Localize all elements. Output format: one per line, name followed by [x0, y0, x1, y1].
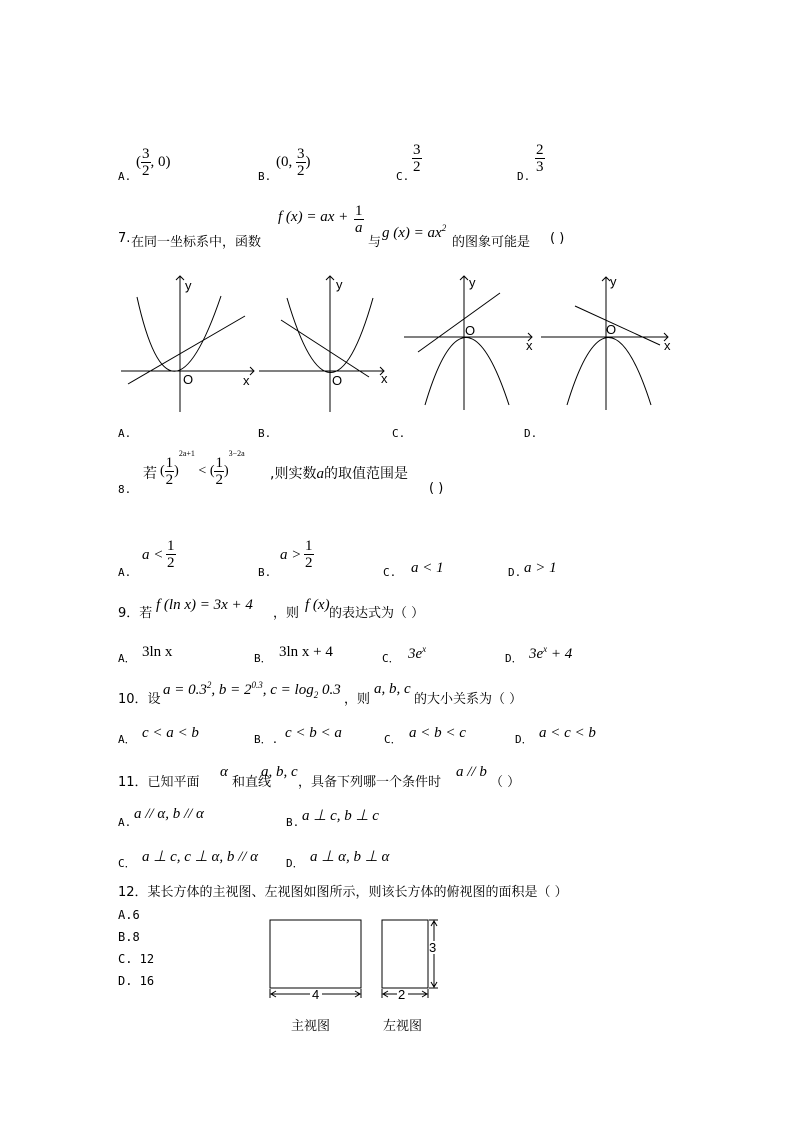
- numerator: 3: [297, 146, 305, 162]
- math-vars: a, b, c: [261, 764, 298, 780]
- origin-label: O: [606, 322, 617, 337]
- q8-question: [118, 449, 478, 496]
- option-expr: a < 1: [411, 560, 444, 576]
- option-expr: a ⊥ α, b ⊥ α: [310, 849, 390, 865]
- q12-question: 12．某长方体的主视图、左视图如图所示，则该长方体的俯视图的面积是（ ）: [118, 885, 568, 900]
- line: [281, 320, 369, 377]
- question-text: 的表达式为（ ）: [329, 606, 425, 621]
- math-vars: a, b, c: [374, 681, 411, 697]
- graph-b: [259, 276, 384, 412]
- answer-paren: ( ): [429, 481, 444, 496]
- x-label: x: [381, 371, 388, 386]
- alpha-symbol: α: [220, 764, 228, 780]
- option-letter: D.: [517, 170, 531, 183]
- subscript: 2: [313, 690, 319, 700]
- option-letter: B.: [258, 566, 272, 579]
- paren: (: [136, 153, 141, 170]
- y-label: y: [336, 277, 343, 292]
- q7-option-c: C.: [392, 427, 406, 440]
- option-letter: C.: [383, 566, 397, 579]
- option-letter: C．: [382, 652, 400, 665]
- numerator: 1: [167, 538, 175, 554]
- option-expr: [529, 644, 572, 663]
- option-letter: A.: [118, 170, 132, 183]
- numerator: 1: [355, 203, 363, 219]
- f-expression: f (x) = ax +: [278, 209, 349, 225]
- y-label: y: [610, 274, 617, 289]
- tail-text: ,则实数: [270, 466, 317, 482]
- question-number: 11．已知平面: [118, 775, 200, 790]
- line: [418, 293, 500, 352]
- c-tail: 0.3: [318, 682, 341, 698]
- exponent: 3−2a: [228, 449, 245, 458]
- q12-options: [118, 904, 154, 992]
- x-label: x: [664, 338, 671, 353]
- option-letter: D.: [508, 566, 522, 579]
- q12-option-d: D. 16: [118, 974, 155, 988]
- y-label: y: [469, 275, 476, 290]
- option-expr: 3ln x: [142, 644, 173, 660]
- denominator: 2: [413, 159, 421, 175]
- option-letter: A.: [118, 816, 132, 829]
- math-expression: f (x): [305, 597, 330, 613]
- a-expr: a = 0.3: [163, 682, 207, 698]
- question-text: 在同一坐标系中，函数: [131, 235, 262, 250]
- math-head: (0,: [276, 153, 296, 170]
- question-text: 的图象可能是: [452, 235, 531, 250]
- answer-paren: ( ): [550, 231, 565, 246]
- exponent: 2: [206, 680, 212, 690]
- front-width-label: 4: [312, 987, 320, 1002]
- denominator: 2: [142, 163, 150, 179]
- q12-option-a: A.6: [118, 908, 140, 922]
- fraction: [304, 538, 314, 571]
- paren: ): [305, 153, 311, 170]
- option-expr: 3ln x + 4: [279, 644, 333, 660]
- option-letter: D．: [505, 652, 523, 665]
- x-label: x: [526, 338, 533, 353]
- question-number: 10．设: [118, 692, 161, 707]
- q12-option-c: C. 12: [118, 952, 155, 966]
- denominator: 2: [305, 555, 313, 571]
- option-letter: D．: [286, 857, 304, 870]
- option-letter: B.: [258, 170, 272, 183]
- q7-option-a: A.: [118, 427, 132, 440]
- expr-base: 3e: [408, 646, 423, 662]
- option-letter: C.: [396, 170, 410, 183]
- question-text: ，则: [273, 606, 300, 621]
- side-view-caption: 左视图: [383, 1019, 423, 1034]
- denominator: 2: [165, 472, 174, 488]
- question-number: 8.: [118, 483, 132, 496]
- option-expr: a // α, b // α: [134, 806, 204, 822]
- question-number: 9．若: [118, 606, 153, 621]
- exponent: x: [422, 644, 427, 654]
- expr-base: 3e: [529, 646, 544, 662]
- exponent: 2: [441, 223, 447, 233]
- denominator: a: [355, 220, 363, 236]
- denominator: 2: [215, 472, 223, 488]
- fraction: [166, 538, 176, 571]
- parabola: [137, 296, 221, 371]
- numerator: 2: [536, 142, 544, 158]
- question-text: 和直线: [232, 775, 272, 790]
- c-expr: , c = log: [262, 682, 314, 698]
- option-expr: c < b < a: [285, 725, 342, 741]
- expr-after: + 4: [547, 646, 573, 662]
- exponent: 0.3: [251, 680, 263, 690]
- question-number: 7.: [118, 231, 131, 246]
- origin-label: O: [332, 373, 343, 388]
- option-letter: B．: [254, 652, 272, 665]
- inequality: ( $\frac{1}{2}$ )$^{2a+1}$ < ( $\frac{1}{2}$ )$^{3-2a}$: [160, 449, 245, 488]
- question-text: 的大小关系为（ ）: [414, 692, 523, 707]
- connector-text: 与: [368, 235, 382, 250]
- option-letter: A．: [118, 733, 136, 746]
- q7-option-d: D.: [524, 427, 538, 440]
- option-letter: B.: [286, 816, 300, 829]
- tail-text: 的取值范围是: [323, 466, 408, 482]
- numerator: 3: [413, 142, 421, 158]
- question-text: [270, 463, 408, 483]
- option-expr: a ⊥ c, c ⊥ α, b // α: [142, 849, 259, 865]
- q12-option-b: B.8: [118, 930, 140, 944]
- option-letter: C．: [384, 733, 402, 746]
- exponent: x: [543, 644, 548, 654]
- q7-graphs: [0, 0, 794, 460]
- parabola: [567, 338, 651, 406]
- question-text: ，具备下列哪一个条件时: [298, 775, 442, 790]
- option-expr: a ⊥ c, b ⊥ c: [302, 808, 379, 824]
- graph-d: [541, 277, 668, 410]
- exponent: 2a+1: [178, 449, 195, 458]
- numerator: 1: [215, 455, 223, 471]
- math-tail: , 0): [150, 153, 171, 170]
- option-letter: B．.: [254, 733, 279, 746]
- math-condition: a // b: [456, 764, 487, 780]
- option-letter: A．: [118, 652, 136, 665]
- variable: a: [316, 466, 324, 482]
- x-label: x: [243, 373, 250, 388]
- ruo-text: 若: [143, 466, 157, 482]
- option-expr: a < c < b: [539, 725, 596, 741]
- q7-option-b: B.: [258, 427, 272, 440]
- graph-c: [404, 276, 532, 410]
- numerator: 1: [165, 455, 174, 471]
- b-expr: , b = 2: [211, 682, 252, 698]
- origin-label: O: [183, 372, 194, 387]
- origin-label: O: [465, 323, 476, 338]
- option-expr: a <: [142, 547, 164, 563]
- option-letter: A.: [118, 566, 132, 579]
- y-label: y: [185, 278, 192, 293]
- parabola: [425, 338, 509, 406]
- option-expr: c < a < b: [142, 725, 199, 741]
- math-expression: [163, 680, 341, 700]
- option-expr: [408, 644, 426, 663]
- g-expression: g (x) = ax: [382, 225, 442, 241]
- option-letter: C．: [118, 857, 136, 870]
- option-expr: a > 1: [524, 560, 557, 576]
- side-width-label: 2: [398, 987, 406, 1002]
- numerator: 3: [142, 146, 150, 162]
- fraction: [214, 455, 224, 488]
- denominator: 3: [536, 159, 544, 175]
- graph-a: [121, 276, 254, 412]
- option-expr: a >: [280, 547, 302, 563]
- math-expression: f (ln x) = 3x + 4: [156, 597, 253, 613]
- less-than: <: [198, 463, 207, 479]
- fraction: [165, 455, 175, 488]
- option-letter: D．: [515, 733, 533, 746]
- line: [575, 306, 660, 345]
- denominator: 2: [167, 555, 175, 571]
- front-view-caption: 主视图: [291, 1019, 331, 1034]
- question-text: ，则: [344, 692, 371, 707]
- option-expr: a < b < c: [409, 725, 466, 741]
- side-view-rect: [382, 920, 428, 988]
- front-view-rect: [270, 920, 361, 988]
- answer-paren: （ ）: [490, 775, 521, 790]
- numerator: 1: [305, 538, 313, 554]
- denominator: 2: [297, 163, 305, 179]
- side-height-label: 3: [429, 940, 437, 955]
- q12-three-views: [260, 912, 450, 1012]
